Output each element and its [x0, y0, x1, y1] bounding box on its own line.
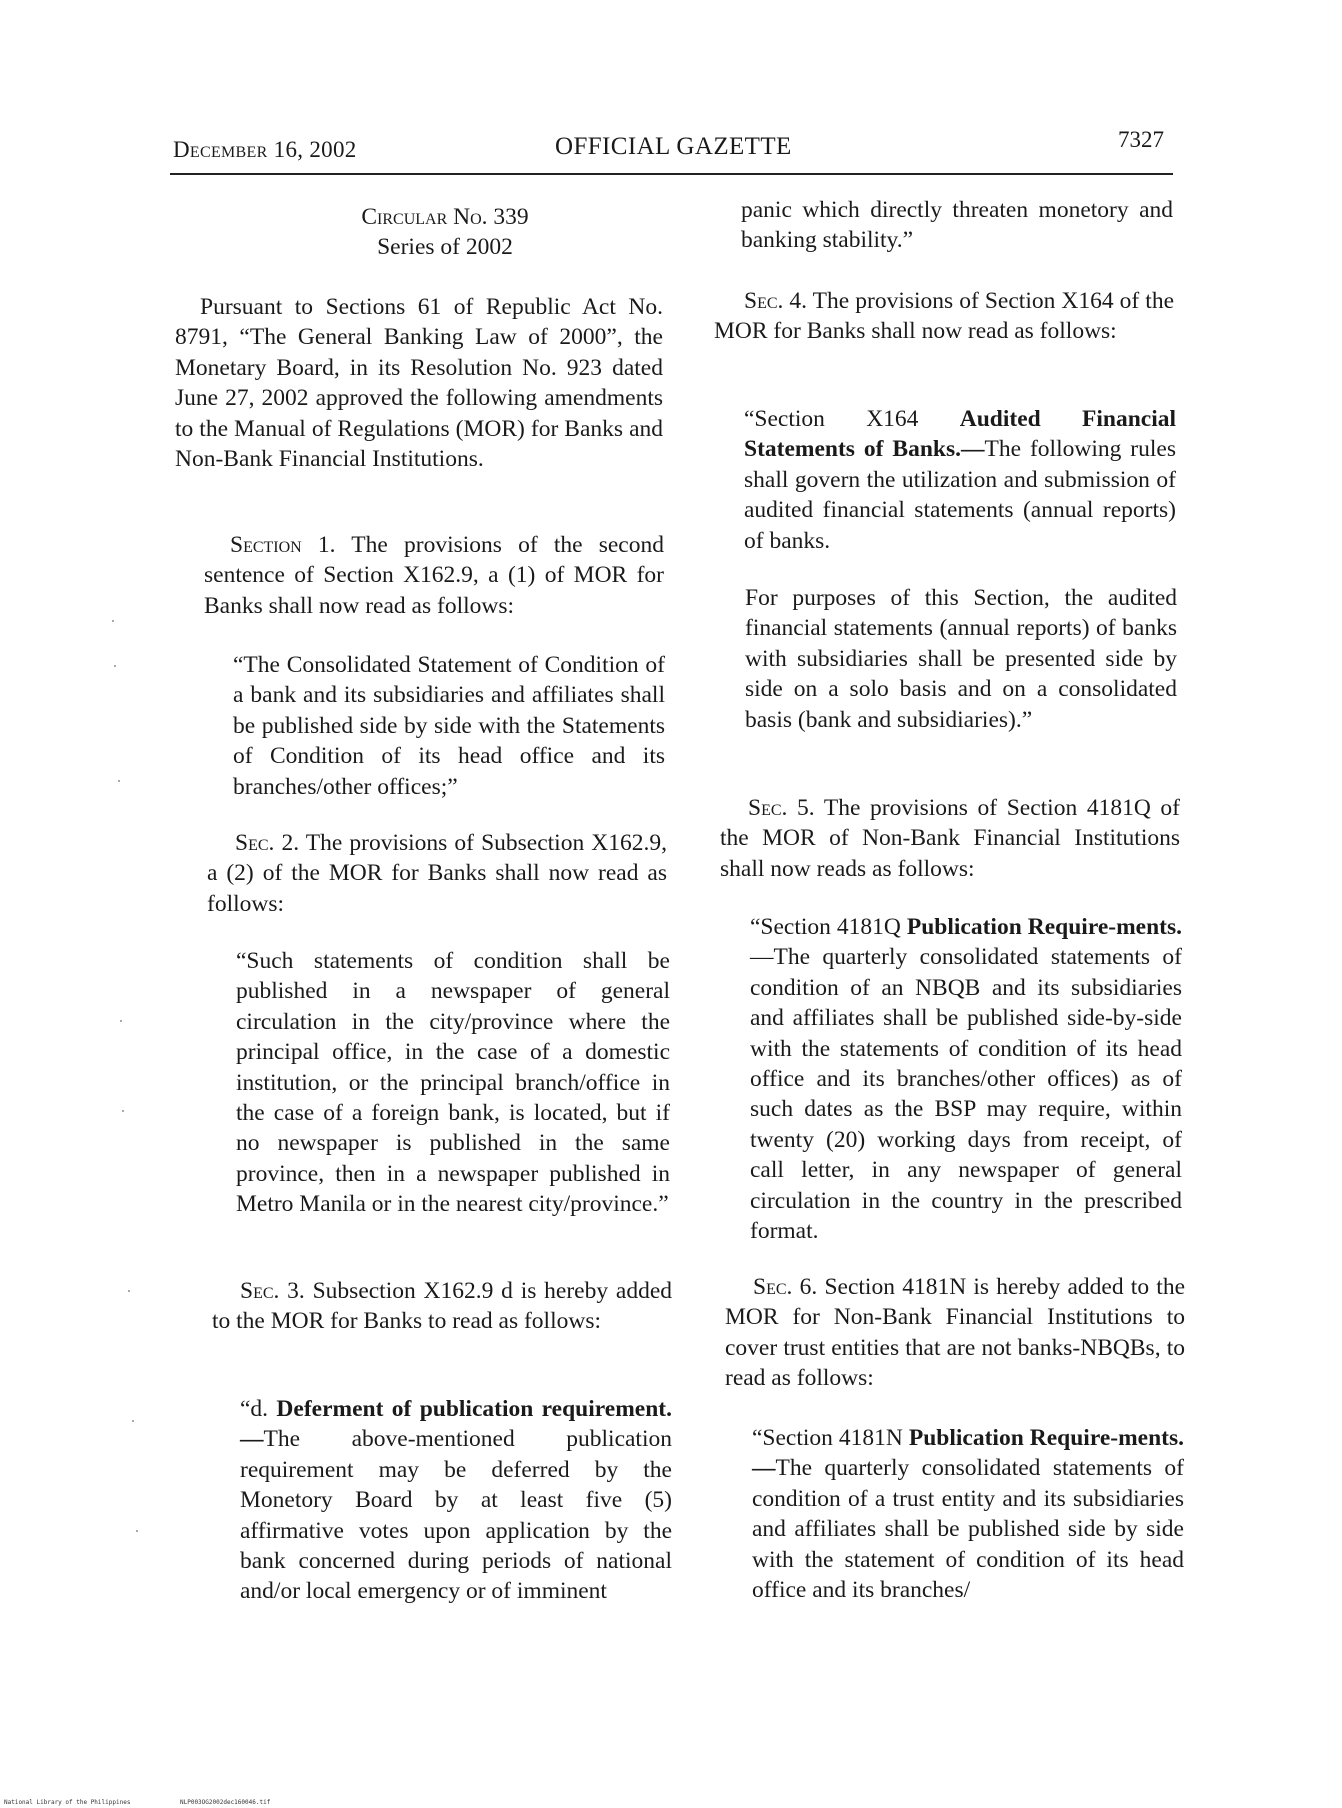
scan-speck — [118, 780, 120, 782]
section-4-quote-text: The following rules shall govern the utilization and submission of audited financial statements (annual reports) of banks. — [744, 436, 1176, 554]
section-6-paragraph — [725, 1272, 1185, 1394]
scan-speck — [112, 620, 114, 622]
scan-speck — [136, 1530, 138, 1532]
scan-speck — [114, 665, 116, 667]
section-5-quote-text: —The quarterly consolidated statements of condition of an NBQB and its subsidiaries and affiliates shall be published side-by-side with the statements of condition of its head office and its branches/other offices) as of such dates as the BSP may require, within twenty (20) working days from receipt, of call letter, in any newspaper of general circulation in the country in the prescribed format. — [750, 944, 1182, 1245]
section-4-quote-paragraph-2: For purposes of this Section, the audited financial statements (annual reports) of banks with subsidiaries shall be presented side by side on a solo basis and on a consolidated basis (bank and subsidiaries).” — [745, 585, 1177, 733]
scan-speck — [120, 1020, 122, 1022]
footer-library: National Library of the Philippines — [4, 1799, 131, 1806]
section-6-quote-open: “Section 4181N — [752, 1425, 909, 1451]
section-5-quote-heading: Publication Require-ments. — [906, 914, 1182, 940]
section-3-quote — [240, 1394, 672, 1607]
section-4-paragraph — [714, 286, 1174, 347]
section-1-quote: “The Consolidated Statement of Condition of a bank and its subsidiaries and affiliates shall be published side by side with the Statements of Condition of its head office and its branches/other offices;” — [233, 652, 665, 800]
section-3-quote-heading: Deferment of publication requirement.— — [240, 1396, 672, 1453]
section-3-paragraph — [212, 1276, 672, 1337]
section-6-label: Sec. 6. — [753, 1274, 818, 1300]
section-1-label: Section 1. — [230, 532, 336, 558]
section-6-quote — [752, 1423, 1184, 1605]
continued-paragraph: panic which directly threaten monetory and banking stability.” — [741, 197, 1173, 254]
section-3-text: Subsection X162.9 d is hereby added to the MOR for Banks to read as follows: — [212, 1278, 673, 1335]
intro-paragraph: Pursuant to Sections 61 of Republic Act No. 8791, “The General Banking Law of 2000”, the Monetary Board, in its Resolution No. 923 dated June 27, 2002 approved the following amendments to the Manual of Regulations (MOR) for Banks and Non-Bank Financial Institutions. — [175, 294, 663, 473]
header-rule — [170, 173, 1173, 175]
section-6-quote-text: The quarterly consolidated statements of condition of a trust entity and its subsidiaries and affiliates shall be published side by side with the statement of condition of its head office and its branches/ — [752, 1455, 1184, 1604]
section-4-label: Sec. 4. — [744, 288, 808, 314]
section-6-quote-heading: Publication Require-ments.— — [752, 1425, 1184, 1482]
scan-speck — [122, 1110, 124, 1112]
section-5-quote-open: “Section 4181Q — [750, 914, 907, 940]
section-1-text: The provisions of the second sentence of Section X162.9, a (1) of MOR for Banks shall now read as follows: — [204, 532, 664, 619]
section-5-paragraph — [720, 793, 1180, 884]
section-6-text: Section 4181N is hereby added to the MOR for Non-Bank Financial Institutions to cover trust entities that are not banks-NBQBs, to read as follows: — [725, 1274, 1186, 1392]
section-4-quote-open: “Section X164 — [744, 406, 960, 432]
circular-series: Series of 2002 — [377, 234, 513, 261]
section-2-label: Sec. 2. — [235, 830, 300, 856]
footer-file-id: NLP003OG2002dec160046.tif — [180, 1799, 271, 1806]
section-3-quote-open: “d. — [240, 1396, 277, 1422]
header-date — [173, 137, 357, 163]
section-5-label: Sec. 5. — [748, 795, 815, 821]
scan-speck — [128, 1290, 130, 1292]
section-4-text: The provisions of Section X164 of the MOR for Banks shall now read as follows: — [714, 288, 1174, 345]
header-day-year: 16, 2002 — [273, 137, 357, 162]
circular-heading-block — [300, 202, 590, 263]
section-4-quote — [744, 404, 1176, 556]
header-month: December — [173, 137, 268, 162]
section-2-text: The provisions of Subsection X162.9, a (2) of the MOR for Banks shall now read as follows: — [207, 830, 668, 917]
section-4-quote-heading: Audited Financial Statements of Banks.— — [744, 406, 1177, 463]
section-2-paragraph — [207, 828, 667, 919]
header-title: OFFICIAL GAZETTE — [555, 133, 792, 160]
header-page-number: 7327 — [1118, 127, 1164, 152]
section-3-label: Sec. 3. — [240, 1278, 305, 1304]
circular-heading: Circular No. 339 — [361, 204, 529, 230]
section-5-text: The provisions of Section 4181Q of the MOR of Non-Bank Financial Institutions shall now reads as follows: — [720, 795, 1180, 882]
section-2-quote: “Such statements of condition shall be published in a newspaper of general circulation in the city/province where the principal office, in the case of a domestic institution, or the principal branch/office in the case of a foreign bank, is located, but if no newspaper is published in the same province, then in a newspaper published in Metro Manila or in the nearest city/province.” — [236, 948, 670, 1218]
section-3-quote-text: The above-mentioned publication requirement may be deferred by the Monetory Board by at least five (5) affirmative votes upon application by the bank concerned during periods of national and/or local emergency or of imminent — [240, 1426, 672, 1605]
section-5-quote — [750, 912, 1182, 1246]
section-1-paragraph — [204, 530, 664, 621]
scan-speck — [132, 1420, 134, 1422]
